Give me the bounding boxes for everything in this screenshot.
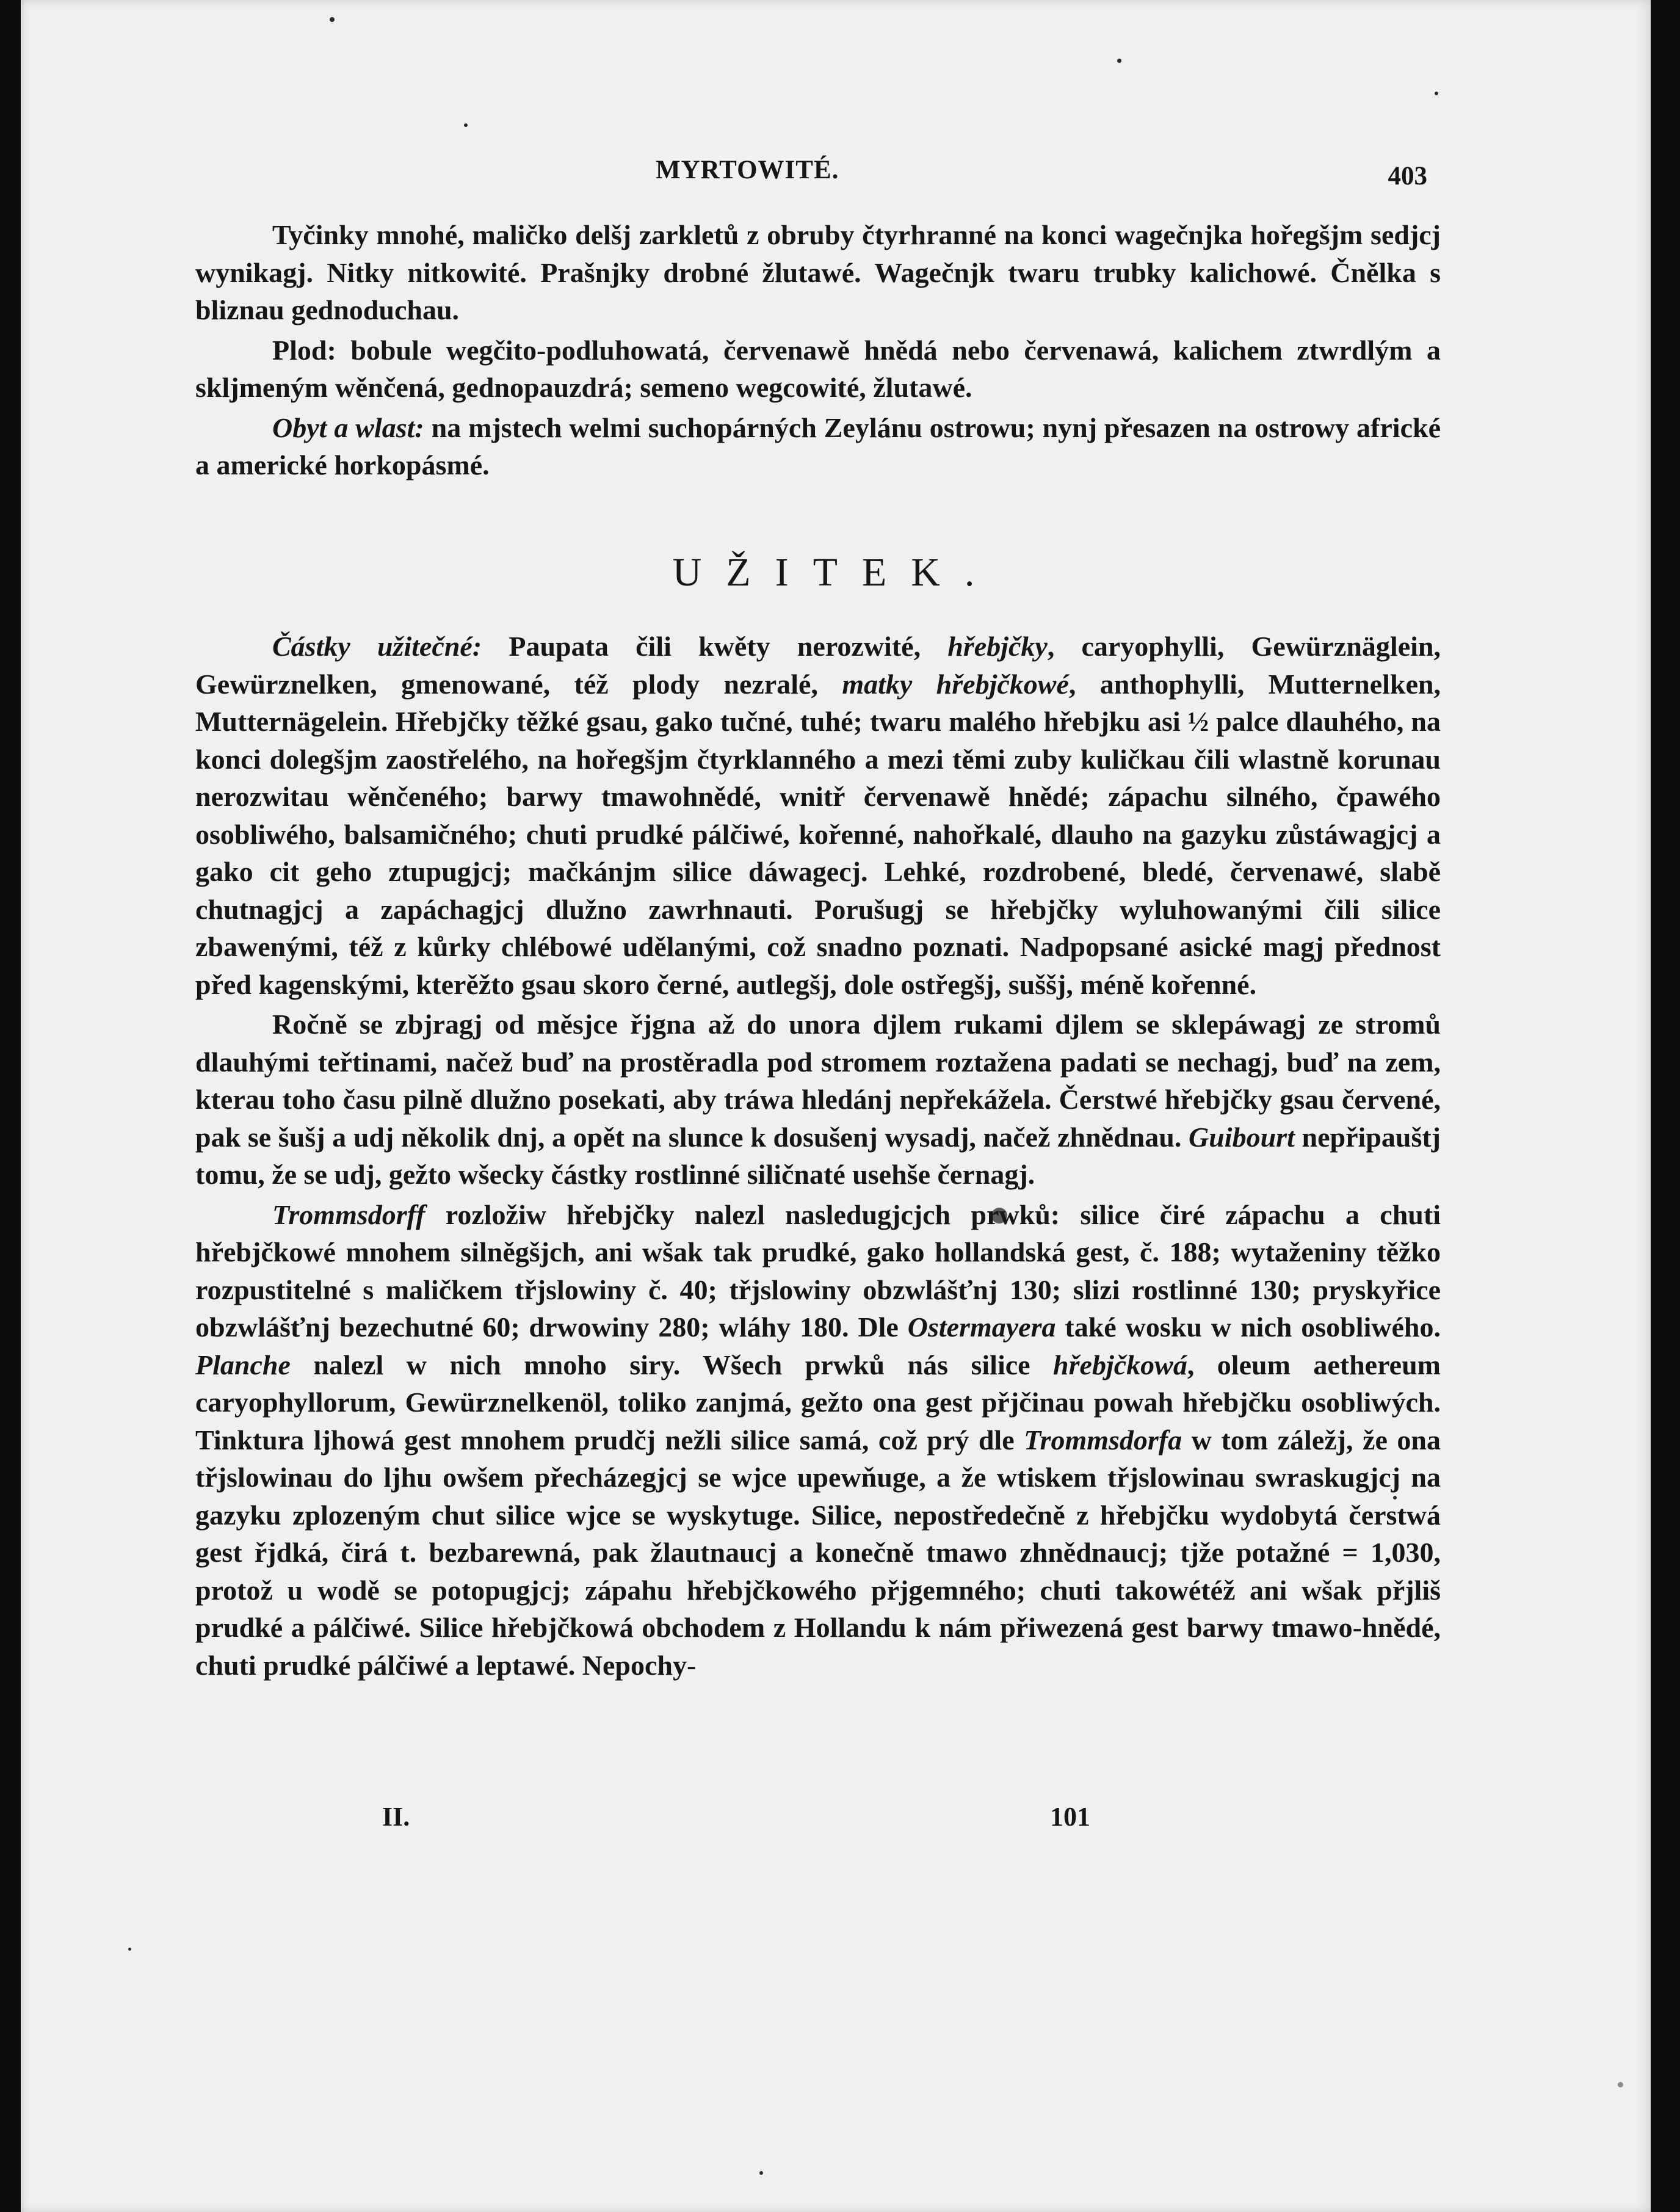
name-trommsdorff: Trommsdorff	[272, 1198, 425, 1230]
paragraph-stamens: Tyčinky mnohé, maličko delšj zarkletů z obruby čtyrhranné na konci wagečnjka hořegšjm sedjcj wynikagj. Nitky nitkowité. Prašnjky drobné žlutawé. Wagečnjk twaru trubky kalichowé. Čnělka s bliznau gednoduchau.	[195, 219, 1441, 325]
habitat-text: na mjstech welmi suchopárných Zeylánu ostrowu; nynj přesazen na ostrowy africké a americké horkopásmé.	[195, 412, 1441, 480]
name-planche: Planche	[195, 1349, 291, 1380]
page-header	[21, 147, 1651, 195]
scan-speck	[759, 2171, 763, 2175]
book-page	[21, 0, 1651, 2212]
paragraph-fruit: Plod: bobule wegčito-podluhowatá, červenawě hnědá nebo červenawá, kalichem ztwrdlým a skljmeným wěnčená, gednopauzdrá; semeno wegcowité, žlutawé.	[195, 334, 1441, 403]
description-text	[195, 216, 1441, 484]
section-heading: UŽITEK.	[672, 550, 999, 595]
signature-mark: II.	[382, 1802, 410, 1832]
paragraph-habitat	[195, 409, 1441, 484]
habitat-label: Obyt a wlast:	[272, 412, 424, 443]
page-number: 403	[1388, 162, 1427, 190]
useful-parts-label: Částky užitečné:	[272, 631, 482, 662]
paragraph-chemistry: Trommsdorff rozložiw hřebjčky nalezl nasledugjcjch prwků: silice čiré zápachu a chuti hřebjčkowé mnohem silněgšjch, ani wšak tak prudké, gako hollandská gest, č. 188; wytaženiny těžko rozpustitelné s maličkem třjslowiny č. 40; třjslowiny obzwlášťnj 130; slizi rostlinné 130; pryskyřice obzwlášťnj bezechutné 60; drwowiny 280; wláhy 180. Dle Ostermayera také wosku w nich osobliwého. Planche nalezl w nich mnoho siry. Wšech prwků nás silice hřebjčkowá, oleum aethereum caryophyllorum, Gewürznelkenöl, toliko zanjmá, gežto ona gest přjčinau powah hřebjčku osobliwých. Tinktura ljhowá gest mnohem prudčj nežli silice samá, což prý dle Trommsdorfa w tom záležj, že ona třjslowinau do ljhu owšem přecházegjcj se wjce upewňuge, a že wtiskem třjslowinau swraskugjcj na gazyku zplozeným chut silice wjce se wyskytuge. Silice, nepostředečně z hřebjčku wydobytá čerstwá gest řjdká, čirá t. bezbarewná, pak žlautnaucj a konečně tmawo zhnědnaucj; tjže potažné = 1,030, protož u wodě se potopugjcj; zápahu hřebjčkowého přjgemného; chuti takowétéž ani wšak přjliš prudké a pálčiwé. Silice hřebjčkowá obchodem z Hollandu k nám přiwezená gest barwy tmawo-hnědé, chuti prudké pálčiwé a leptawé. Nepochy-	[195, 1198, 1441, 1681]
scan-speck	[1618, 2082, 1623, 2087]
term-hrebjcky: hřebjčky	[947, 631, 1048, 662]
paragraph-harvest: Ročně se zbjragj od měsjce řjgna až do unora djlem rukami djlem se sklepáwagj ze stromů dlauhými teřtinami, načež buď na prostěradla pod stromem roztažena padati se nechagj, buď na zem, kterau toho času pilně dlužno posekati, aby tráwa hledánj nepřekážela. Čerstwé hřebjčky gsau červené, pak se šušj a udj několik dnj, a opět na slunce k dosušenj wysadj, načež zhnědnau. Guibourt nepřipauštj tomu, že se udj, gežto wšecky částky rostlinné siličnaté usehše černagj.	[195, 1009, 1441, 1190]
scan-speck	[330, 17, 335, 22]
name-trommsdorfa: Trommsdorfa	[1024, 1424, 1182, 1456]
scan-speck	[128, 1948, 131, 1951]
running-title: MYRTOWITÉ.	[656, 156, 839, 184]
term-hrebjckowa: hřebjčkowá	[1053, 1349, 1187, 1380]
name-ostermayera: Ostermayera	[907, 1311, 1056, 1343]
paragraph-useful-parts: Částky užitečné: Paupata čili kwěty nerozwité, hřebjčky, caryophylli, Gewürznäglein, Gewürznelken, gmenowané, též plody nezralé, matky hřebjčkowé, anthophylli, Mutternelken, Mutternägelein. Hřebjčky těžké gsau, gako tučné, tuhé; twaru malého hřebjku asi ½ palce dlauhého, na konci dolegšjm zaostřelého, na hořegšjm čtyrklanného a mezi těmi zuby kuličkau čili wlastně korunau nerozwitau wěnčeného; barwy tmawohnědé, wnitř červenawě hnědé; zápachu silného, čpawého osobliwého, balsamičného; chuti prudké pálčiwé, kořenné, nahořkalé, dlauho na gazyku zůstáwagjcj a gako cit geho ztupugjcj; mačkánjm silice dáwagecj. Lehké, rozdrobené, bledé, červenawé, slabě chutnagjcj a zapáchagjcj dlužno zawrhnauti. Porušugj se hřebjčky wyluhowanými čili silice zbawenými, též z kůrky chlébowé udělanými, což snadno poznati. Nadpopsané asické magj přednost před kagenskými, kterěžto gsau skoro černé, autlegšj, dole ostřegšj, suššj, méně kořenné.	[195, 631, 1441, 1000]
sheet-number: 101	[1050, 1802, 1090, 1832]
term-matky: matky hřebjčkowé	[842, 668, 1069, 700]
uzitek-text	[195, 628, 1441, 1684]
name-guibourt: Guibourt	[1189, 1121, 1295, 1153]
scan-speck	[1117, 59, 1121, 63]
scan-speck	[1435, 92, 1438, 95]
scan-speck	[464, 123, 468, 127]
page-footer	[21, 1801, 1651, 1838]
